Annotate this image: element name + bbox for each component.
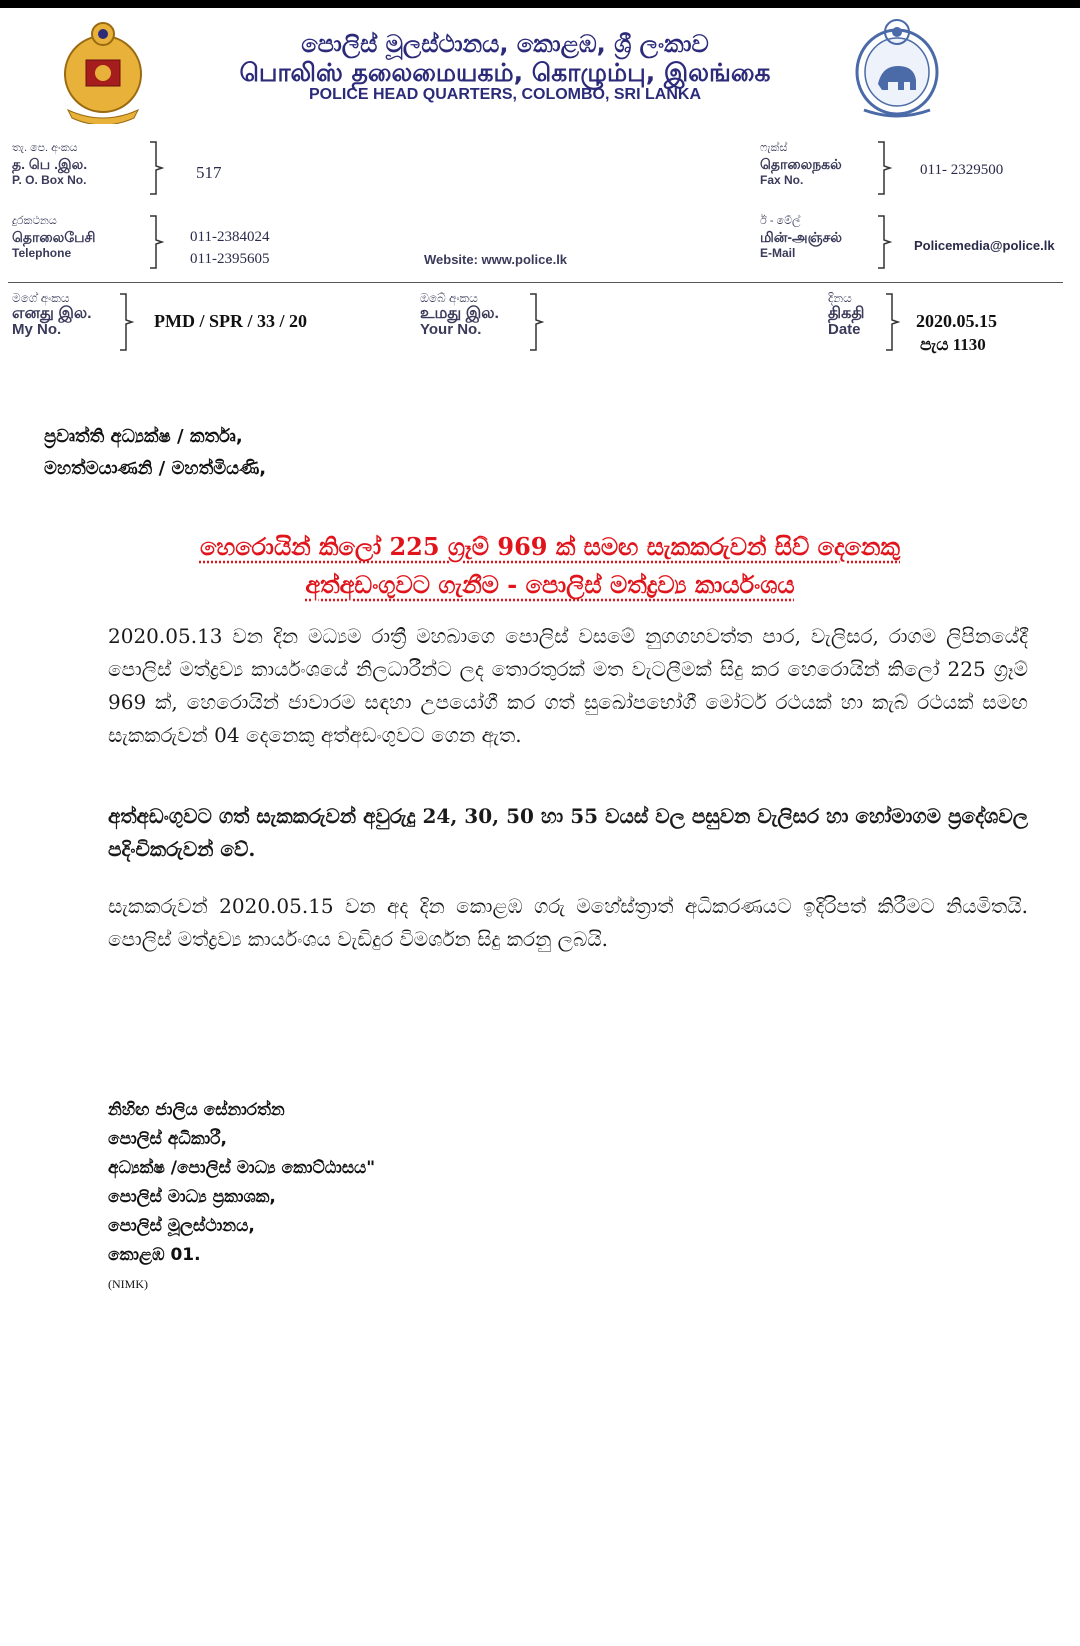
salutation-line-1: ප්‍රවෘත්ති අධ්‍යක්ෂ / කර්තෘ, bbox=[44, 426, 243, 447]
time-value: පැය 1130 bbox=[920, 335, 986, 354]
brace-icon bbox=[148, 140, 168, 196]
signature-initials: (NIMK) bbox=[108, 1277, 148, 1291]
top-black-bar bbox=[0, 0, 1080, 8]
brace-icon bbox=[528, 292, 548, 352]
body-paragraph-2: අත්අඩංගුවට ගත් සැකකරුවන් අවුරුදු 24, 30, 50 හා 55 වයස් වල පසුවන වැලිසර හා හෝමාගම ප්‍රදේශවල පදිංචිකරුවන් වේ. bbox=[108, 804, 1028, 861]
body-paragraph-3: සැකකරුවන් 2020.05.15 වන අද දින කොළඹ ගරු මහේස්ත්‍රාත් අධිකරණයට ඉදිරිපත් කිරීමට නියමිතයි. පොලිස් මත්ද්‍රව්‍ය කාර්යංශය වැඩිදුර විමර්ශන සිදු කරනු ලබයි. bbox=[108, 894, 1028, 951]
fax-label: ෆැක්ස් தொலைநகல் Fax No. bbox=[760, 142, 842, 187]
brace-icon bbox=[884, 292, 904, 352]
telephone-value-1: 011-2384024 bbox=[190, 229, 270, 245]
signature-role: අධ්‍යක්ෂ /පොලිස් මාධ්‍ය කොට්ඨාසය" bbox=[108, 1158, 376, 1178]
website-link[interactable]: Website: www.police.lk bbox=[424, 252, 568, 267]
brace-icon bbox=[148, 214, 168, 270]
signature-city: කොළඹ 01. bbox=[108, 1245, 201, 1265]
date-value: 2020.05.15 bbox=[916, 311, 997, 331]
email-label: ඊ - මේල් மின்-அஞ்சல் E-Mail bbox=[760, 215, 842, 260]
brace-icon bbox=[876, 140, 896, 196]
email-value[interactable]: Policemedia@police.lk bbox=[914, 238, 1055, 253]
brace-icon bbox=[118, 292, 138, 352]
fax-value: 011- 2329500 bbox=[920, 162, 1004, 178]
telephone-value-2: 011-2395605 bbox=[190, 251, 270, 267]
header-english-title: POLICE HEAD QUARTERS, COLOMBO, SRI LANKA bbox=[308, 86, 701, 103]
body-paragraph-1: 2020.05.13 වන දින මධ්‍යම රාත්‍රී මහබාගෙ පොලිස් වසමේ නුගගහවත්ත පාර, වැලිසර, රාගම ලිපිනයේදී පොලිස් මත්ද්‍රව්‍ය කාර්යංශයේ නිලධාරීන්ට ලද තොරතුරක් මත වැටලීමක් සිදු කර හෙරොයින් කිලෝ 225 ග්‍රෑම් 969 ක්, හෙරොයින් ජාවාරම සඳහා උපයෝගී කර ගත් සුඛෝපභෝගී මෝටර් රථයක් හා කැබ් රථයක් සමඟ සැකකරුවන් 04 දෙනෙකු අත්අඩංගුවට ගෙන ඇත. bbox=[108, 624, 1028, 747]
salutation-line-2: මහත්මයාණනි / මහත්මියණි, bbox=[44, 458, 267, 479]
header-sinhala-title: පොලිස් මූලස්ථානය, කොළඹ, ශ්‍රී ලංකාව bbox=[301, 30, 709, 58]
your-no-label: ඔබේ අංකය உமது இல. Your No. bbox=[420, 291, 499, 338]
signature-office: පොලිස් මූලස්ථානය, bbox=[108, 1216, 255, 1236]
police-emblem-icon bbox=[848, 10, 946, 122]
divider bbox=[8, 282, 1063, 283]
my-no-value: PMD / SPR / 33 / 20 bbox=[154, 311, 307, 331]
signature-name: නිහිඟ ජාලිය සේනාරත්න bbox=[108, 1100, 285, 1120]
my-no-label: මගේ අංකය எனது இல. My No. bbox=[12, 291, 92, 338]
sri-lanka-emblem-icon bbox=[54, 14, 152, 124]
telephone-label: දුරකථනය தொலைபேசி Telephone bbox=[12, 215, 96, 260]
title-line-2: අත්අඩංගුවට ගැනීම - පොලිස් මත්ද්‍රව්‍ය කාර්යංශය bbox=[305, 570, 795, 599]
title-line-1: හෙරොයින් කිලෝ 225 ග්‍රෑම් 969 ක් සමඟ සැකකරුවන් සිව් දෙනෙකු bbox=[199, 532, 900, 561]
date-label: දිනය திகதி Date bbox=[828, 291, 865, 338]
po-box-value: 517 bbox=[196, 163, 222, 182]
signature-rank: පොලිස් අධිකාරී, bbox=[108, 1129, 227, 1149]
po-box-label: තැ. පෙ. අංකය த. பெ .இல. P. O. Box No. bbox=[12, 142, 88, 187]
brace-icon bbox=[876, 214, 896, 270]
header-tamil-title: பொலிஸ் தலைமையகம், கொழும்பு, இலங்கை bbox=[239, 58, 771, 87]
signature-spokesman: පොලිස් මාධ්‍ය ප්‍රකාශක, bbox=[108, 1187, 276, 1207]
signature-block bbox=[108, 1096, 375, 1299]
